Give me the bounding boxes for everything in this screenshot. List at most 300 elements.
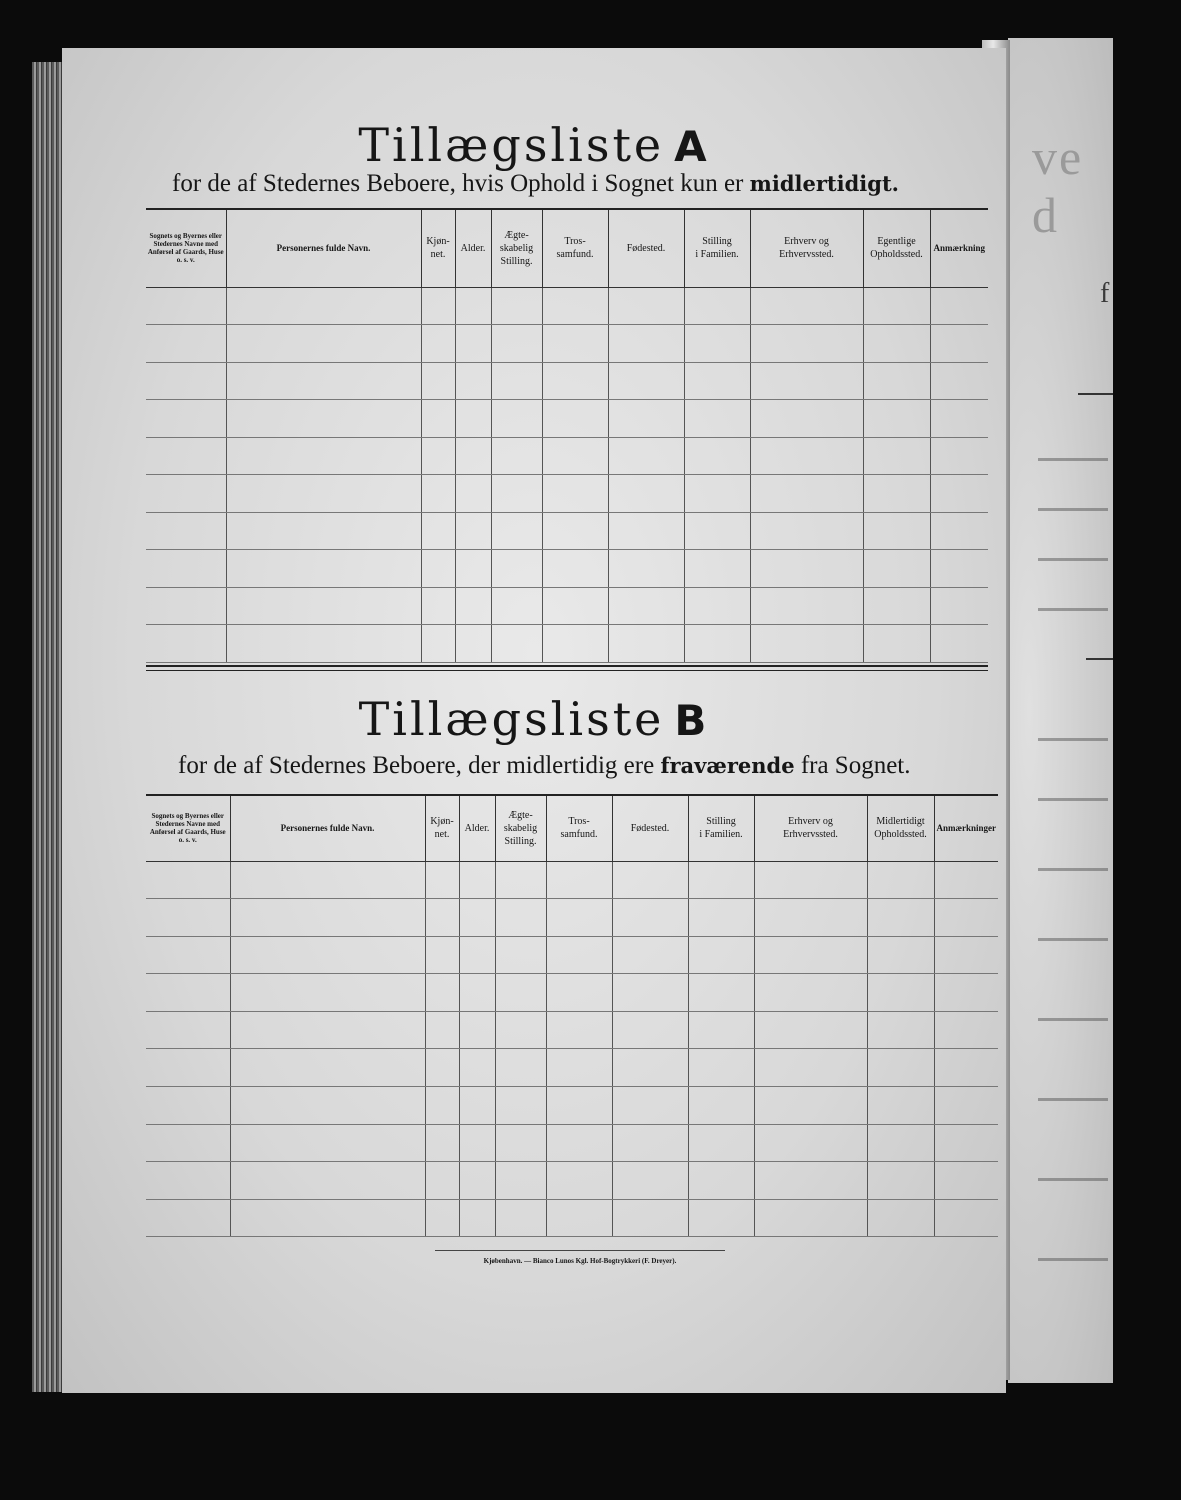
list-a-table-row [146,400,988,438]
list-a-table-cell [542,475,608,513]
column-header: Alder. [459,795,495,861]
facing-handwriting [1038,798,1108,801]
list-a-table-cell [930,587,988,625]
list-a-table-cell [491,587,542,625]
list-b-table-cell [754,899,867,937]
register-page [62,48,1006,1393]
list-a-table-cell [146,587,226,625]
list-b-table-cell [688,974,754,1012]
list-b-table-row [146,1124,998,1162]
list-a-table-cell [542,512,608,550]
list-a-table-row [146,287,988,325]
list-b-table-cell [459,1049,495,1087]
list-b-table-cell [688,899,754,937]
list-b-table-cell [495,1124,546,1162]
list-b-table-row [146,1011,998,1049]
list-a-subtitle [172,170,992,198]
list-a-table-cell [226,362,421,400]
list-a-table-cell [542,287,608,325]
list-a-table-cell [684,587,750,625]
list-a-table-cell [863,287,930,325]
list-a-table-row [146,362,988,400]
list-b-table-cell [425,1087,459,1125]
list-b-table-cell [612,1049,688,1087]
list-b-table-cell [546,974,612,1012]
list-a-table-cell [608,475,684,513]
list-b-table-cell [495,899,546,937]
list-b-table-cell [425,1162,459,1200]
column-header: Kjøn- net. [421,209,455,287]
list-a-table-cell [863,625,930,663]
list-b-table-cell [934,861,998,899]
list-a-table-cell [608,550,684,588]
list-b-table-cell [934,1199,998,1237]
list-a-table-row [146,550,988,588]
list-a-table-cell [146,325,226,363]
list-b-title [62,692,1006,746]
list-a-table-cell [750,512,863,550]
list-b-table-row [146,1087,998,1125]
list-b-table-cell [230,899,425,937]
list-b-table-cell [867,936,934,974]
list-a-table-cell [226,550,421,588]
list-b-table-cell [688,936,754,974]
list-a-table-cell [930,625,988,663]
list-b-table-cell [459,899,495,937]
list-b-table-cell [754,1011,867,1049]
list-b-table-cell [612,936,688,974]
list-a-table-cell [421,475,455,513]
column-header: Erhverv og Erhvervssted. [750,209,863,287]
list-b-table-cell [495,861,546,899]
column-header: Egentlige Opholdssted. [863,209,930,287]
list-b-table-row [146,1162,998,1200]
list-b-table-cell [146,936,230,974]
list-a-table-cell [421,437,455,475]
list-a-table-cell [684,625,750,663]
list-b-table-cell [867,1049,934,1087]
list-b-table-cell [425,1011,459,1049]
list-b-subtitle-text: for de af Stedernes Beboere, der midlertidig ere [178,752,661,779]
list-b-table-cell [546,899,612,937]
list-b-table-cell [495,1162,546,1200]
list-a-table-cell [684,512,750,550]
list-a-table-cell [608,325,684,363]
column-header: Sognets og Byernes eller Stedernes Navne med Anførsel af Gaards, Huse o. s. v. [146,209,226,287]
facing-handwriting [1038,1018,1108,1021]
list-a-table-cell [226,512,421,550]
list-a-table-cell [542,400,608,438]
list-b-table-cell [425,1049,459,1087]
list-b-table-row [146,936,998,974]
column-header: Stilling i Familien. [688,795,754,861]
list-b-table-cell [230,974,425,1012]
list-a-table-cell [421,625,455,663]
list-b-table-cell [934,1162,998,1200]
list-b-table-cell [425,861,459,899]
list-a-table-cell [542,550,608,588]
list-b-table-cell [146,1087,230,1125]
list-a-table-cell [608,587,684,625]
list-b-table-cell [495,1199,546,1237]
list-b-table-cell [146,1199,230,1237]
list-a-table-cell [226,287,421,325]
list-a-table-cell [863,325,930,363]
list-b-table-row [146,974,998,1012]
list-b-table-cell [867,1011,934,1049]
list-b-letter: B [674,696,710,745]
list-b-table-cell [934,1049,998,1087]
list-a-table-cell [608,362,684,400]
list-b-table-cell [754,1199,867,1237]
list-a-table-cell [863,550,930,588]
list-b-table-cell [546,861,612,899]
list-a-table-cell [455,400,491,438]
list-a-table-cell [455,512,491,550]
list-a-letter: A [674,122,710,171]
column-header: Fødested. [608,209,684,287]
list-a-table-cell [684,437,750,475]
list-a-table-cell [930,287,988,325]
list-b-table-cell [754,974,867,1012]
list-b-table [146,794,998,1237]
list-b-table-cell [230,1199,425,1237]
list-b-table-cell [867,1124,934,1162]
list-b-table-cell [230,1124,425,1162]
list-a-table-cell [863,512,930,550]
list-b-table-cell [146,1124,230,1162]
list-b-table-cell [612,1087,688,1125]
list-a-table [146,208,988,663]
list-b-table-cell [495,936,546,974]
column-header: Personernes fulde Navn. [230,795,425,861]
list-a-table-cell [750,437,863,475]
list-a-header-row [146,209,988,287]
facing-handwriting [1038,558,1108,561]
list-a-table-cell [608,512,684,550]
list-b-table-cell [495,1049,546,1087]
column-header: Ægte- skabelig Stilling. [495,795,546,861]
facing-handwriting [1038,938,1108,941]
list-a-body [146,287,988,662]
list-b-body [146,861,998,1237]
list-b-table-cell [495,1011,546,1049]
list-b-table-cell [867,861,934,899]
list-b-table-cell [230,1049,425,1087]
list-b-table-cell [612,899,688,937]
list-a-table-cell [608,625,684,663]
list-a-table-cell [455,587,491,625]
list-b-table-cell [688,1162,754,1200]
list-b-table-cell [459,1124,495,1162]
list-a-title [62,118,1006,172]
list-a-table-cell [421,362,455,400]
facing-page-rule [1078,393,1113,395]
list-a-table-cell [930,475,988,513]
list-a-table-cell [542,325,608,363]
list-a-table-cell [863,362,930,400]
column-header: Fødested. [612,795,688,861]
list-a-table-cell [421,512,455,550]
list-a-table-cell [930,400,988,438]
column-header: Kjøn- net. [425,795,459,861]
column-header: Alder. [455,209,491,287]
list-b-table-cell [230,861,425,899]
list-a-subtitle-emphasis: midlertidigt. [749,171,899,196]
list-b-table-cell [867,899,934,937]
list-a-table-cell [146,550,226,588]
list-a-table-cell [455,475,491,513]
list-a-table-cell [684,362,750,400]
column-header: Personernes fulde Navn. [226,209,421,287]
list-b-table-cell [230,1162,425,1200]
list-b-table-cell [146,899,230,937]
list-b-table-cell [688,1124,754,1162]
list-a-table-cell [146,287,226,325]
list-a-table-cell [146,362,226,400]
list-a-table-cell [542,362,608,400]
list-b-table-cell [546,936,612,974]
column-header: Midlertidigt Opholdssted. [867,795,934,861]
list-b-table-row [146,1199,998,1237]
list-a-table-cell [750,550,863,588]
list-a-table-cell [455,325,491,363]
list-b-table-cell [546,1162,612,1200]
list-b-table-cell [146,974,230,1012]
list-b-table-cell [688,861,754,899]
list-b-table-cell [495,1087,546,1125]
list-a-table-cell [684,475,750,513]
list-a-table-cell [421,325,455,363]
list-a-table-cell [146,400,226,438]
column-header: Anmærkning [930,209,988,287]
list-b-table-row [146,899,998,937]
list-a-table-cell [491,512,542,550]
list-a-table-cell [491,362,542,400]
list-b-table-cell [934,974,998,1012]
column-header: Sognets og Byernes eller Stedernes Navne med Anførsel af Gaards, Huse o. s. v. [146,795,230,861]
list-b-table-cell [459,1162,495,1200]
list-a-table-cell [455,550,491,588]
list-b-table-cell [934,1011,998,1049]
list-a-table-cell [491,400,542,438]
list-a-table-row [146,587,988,625]
list-b-table-cell [425,899,459,937]
list-b-table-cell [934,936,998,974]
list-a-table-cell [930,550,988,588]
list-b-title-text: Tillægsliste [358,692,665,746]
list-a-table-cell [750,325,863,363]
list-a-table-cell [930,325,988,363]
list-b-table-cell [688,1049,754,1087]
facing-page-bleed-text: ve d [1032,129,1084,243]
list-a-table-cell [491,475,542,513]
list-b-table-cell [934,1124,998,1162]
facing-handwriting [1038,1258,1108,1261]
list-a-table-cell [542,587,608,625]
list-a-table-cell [608,287,684,325]
list-b-table-cell [754,1049,867,1087]
list-a-table-cell [608,400,684,438]
list-b-table-cell [425,1124,459,1162]
list-b-table-cell [688,1087,754,1125]
list-b-table-cell [146,1049,230,1087]
facing-page [1008,38,1113,1383]
list-a-table-cell [455,437,491,475]
list-b-table-cell [546,1087,612,1125]
list-a-table-row [146,625,988,663]
list-b-table-cell [546,1049,612,1087]
list-a-table-cell [146,475,226,513]
list-b-table-cell [459,936,495,974]
list-a-table-row [146,325,988,363]
list-b-table-cell [754,1124,867,1162]
list-a-table-cell [146,625,226,663]
list-b-header-row [146,795,998,861]
facing-page-fragment: f [1100,278,1110,309]
facing-handwriting [1038,608,1108,611]
list-a-subtitle-text: for de af Stedernes Beboere, hvis Ophold i Sognet kun er [172,170,750,197]
list-a-table-cell [455,287,491,325]
list-b-table-cell [612,1124,688,1162]
list-a-table-cell [863,400,930,438]
list-a-table-cell [491,287,542,325]
list-b-table-cell [867,1087,934,1125]
list-b-table-cell [867,974,934,1012]
list-a-table-cell [542,437,608,475]
list-a-table-cell [421,287,455,325]
facing-handwriting [1038,1178,1108,1181]
list-a-table-cell [226,587,421,625]
list-b-table-row [146,861,998,899]
list-a-table-cell [750,475,863,513]
list-a-table-cell [750,362,863,400]
list-a-table-cell [750,625,863,663]
list-b-table-cell [612,1162,688,1200]
column-header: Erhverv og Erhvervssted. [754,795,867,861]
list-a-table-cell [608,437,684,475]
list-a-table-row [146,512,988,550]
list-b-table-cell [459,1011,495,1049]
list-a-title-text: Tillægsliste [358,118,665,172]
list-b-table-cell [612,1199,688,1237]
list-a-table-cell [421,400,455,438]
list-a-table-cell [226,437,421,475]
list-a-table-cell [863,587,930,625]
list-b-table-cell [459,1087,495,1125]
list-a-table-cell [930,512,988,550]
list-a-table-cell [491,325,542,363]
list-b-table-cell [546,1011,612,1049]
list-a-table-cell [930,362,988,400]
list-a-table-cell [455,362,491,400]
column-header: Tros- samfund. [546,795,612,861]
list-a-table-cell [863,437,930,475]
list-a-table-cell [226,400,421,438]
list-b-table-cell [230,936,425,974]
list-a-table-cell [750,400,863,438]
list-a-table-cell [750,587,863,625]
list-a-table-row [146,437,988,475]
list-b-table-cell [754,1162,867,1200]
list-a-table-cell [930,437,988,475]
facing-handwriting [1038,738,1108,741]
list-b-table-cell [146,861,230,899]
list-a-table-cell [226,325,421,363]
list-b-table-cell [612,861,688,899]
list-b-table-cell [688,1199,754,1237]
list-b-table-cell [867,1162,934,1200]
list-b-table-cell [934,1087,998,1125]
list-b-table-cell [612,974,688,1012]
list-b-table-cell [230,1087,425,1125]
list-a-table-cell [491,550,542,588]
list-a-table-cell [750,287,863,325]
list-b-subtitle-emphasis: fraværende [660,753,795,778]
list-a-table-cell [146,512,226,550]
list-b-table-row [146,1049,998,1087]
list-b-table-cell [459,861,495,899]
list-b-table-cell [867,1199,934,1237]
list-b-subtitle-suffix: fra Sognet. [794,752,911,779]
list-b-table-cell [754,1087,867,1125]
list-a-table-cell [863,475,930,513]
list-b-table-cell [425,1199,459,1237]
list-b-table-cell [546,1199,612,1237]
list-a-table-cell [421,550,455,588]
list-a-table-cell [684,325,750,363]
list-b-table-cell [546,1124,612,1162]
list-b-table-cell [754,861,867,899]
list-a-table-cell [226,625,421,663]
list-a-table-cell [684,550,750,588]
column-header: Ægte- skabelig Stilling. [491,209,542,287]
list-a-table-cell [542,625,608,663]
list-a-table-cell [146,437,226,475]
list-a-table-cell [421,587,455,625]
facing-handwriting [1038,868,1108,871]
list-b-table-cell [688,1011,754,1049]
list-b-table-cell [146,1162,230,1200]
list-a-table-cell [684,400,750,438]
printer-imprint: Kjøbenhavn. — Bianco Lunos Kgl. Hof-Bogtrykkeri (F. Dreyer). [435,1250,725,1265]
list-b-table-cell [459,974,495,1012]
facing-page-rule [1086,658,1113,660]
column-header: Tros- samfund. [542,209,608,287]
facing-handwriting [1038,508,1108,511]
list-b-table-cell [459,1199,495,1237]
list-b-table-cell [425,974,459,1012]
list-a-table-cell [455,625,491,663]
list-b-table-cell [495,974,546,1012]
list-a-table-cell [491,625,542,663]
list-b-table-cell [146,1011,230,1049]
list-a-table-cell [684,287,750,325]
facing-handwriting [1038,458,1108,461]
list-b-table-cell [230,1011,425,1049]
facing-handwriting [1038,1098,1108,1101]
list-a-table-row [146,475,988,513]
section-divider [146,665,988,671]
list-a-table-cell [491,437,542,475]
list-b-table-cell [425,936,459,974]
column-header: Stilling i Familien. [684,209,750,287]
list-b-subtitle [178,752,998,780]
list-b-table-cell [612,1011,688,1049]
list-b-table-cell [934,899,998,937]
list-b-table-cell [754,936,867,974]
column-header: Anmærkninger [934,795,998,861]
